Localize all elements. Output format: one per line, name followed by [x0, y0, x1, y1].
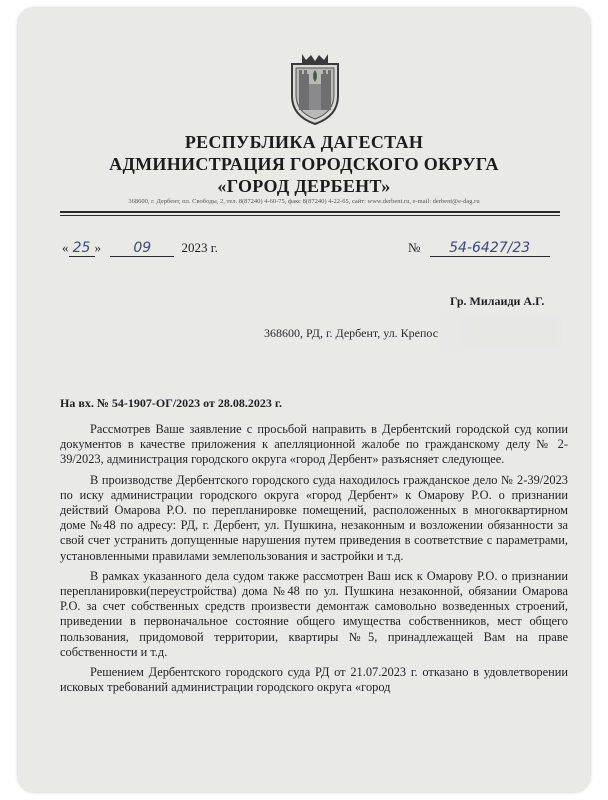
date-day: 25	[69, 240, 95, 257]
document-sheet	[18, 8, 590, 792]
header-address: 368600, г. Дербент, пл. Свободы, 2, тел. 8(87240) 4-60-75, факс 8(87240) 4-22-65, сайт: www.derbent.ru, e-mail: derbent@e-dag.ru	[128, 198, 480, 205]
coat-of-arms-emblem	[286, 50, 344, 126]
date-month: 09	[110, 240, 174, 257]
paragraph-2: В производстве Дербентского городского суда находилось гражданское дело № 2-39/2023 по иску администрации городского округа «город Дербент» к Омарову Р.О. о признании действий Омарова Р.О. по перепланировке помещений, расположенных в многоквартирном доме №48 по адресу: РД, г. Дербент, ул. Пушкина, незаконным и возложении обязанности за свой счет устранить допущенные нарушения путем приведения в соответствие с параметрами, установленными правилами землепользования и застройки и т.д.	[60, 472, 568, 563]
document-date: « 25 » 09 2023 г.	[62, 240, 218, 256]
header-line-administration: АДМИНИСТРАЦИЯ ГОРОДСКОГО ОКРУГА	[109, 154, 499, 174]
date-year: 2023 г.	[181, 240, 218, 255]
recipient-address: 368600, РД, г. Дербент, ул. Крепос	[264, 326, 439, 340]
letter-body	[60, 422, 568, 700]
header-line-city: «ГОРОД ДЕРБЕНТ»	[217, 176, 391, 196]
number-value: 54-6427/23	[430, 240, 550, 257]
paragraph-4: Решением Дербентского городского суда РД от 21.07.2023 г. отказано в удовлетворении исковых требований администрации городского округа «город	[60, 665, 568, 695]
recipient-name: Гр. Милаиди А.Г.	[450, 294, 545, 308]
header-line-republic: РЕСПУБЛИКА ДАГЕСТАН	[184, 132, 424, 152]
header-divider-thick	[60, 211, 560, 213]
redaction-blur	[446, 317, 558, 347]
number-label: №	[408, 240, 421, 255]
paragraph-1: Рассмотрев Ваше заявление с просьбой направить в Дербентский городской суд копии документов в качестве приложения к апелляционной жалобе по гражданскому делу № 2-39/2023, администрация городского округа «город Дербент» разъясняет следующее.	[60, 422, 568, 467]
incoming-reference: На вх. № 54-1907-ОГ/2023 от 28.08.2023 г.	[60, 396, 282, 410]
document-number	[408, 240, 550, 257]
header-divider-thin	[60, 215, 560, 216]
paragraph-3: В рамках указанного дела судом также рассмотрен Ваш иск к Омарову Р.О. о признании перепланировки(переустройства) дома №48 по ул. Пушкина незаконной, обязании Омарова Р.О. за счет собственных средств произвести демонтаж самовольно возведенных строений, приведении в первоначальное состояние общего имущества собственников, мест общего пользования, придомовой территории, квартиры №5, принадлежащей Вам на праве собственности и т.д.	[60, 568, 568, 659]
